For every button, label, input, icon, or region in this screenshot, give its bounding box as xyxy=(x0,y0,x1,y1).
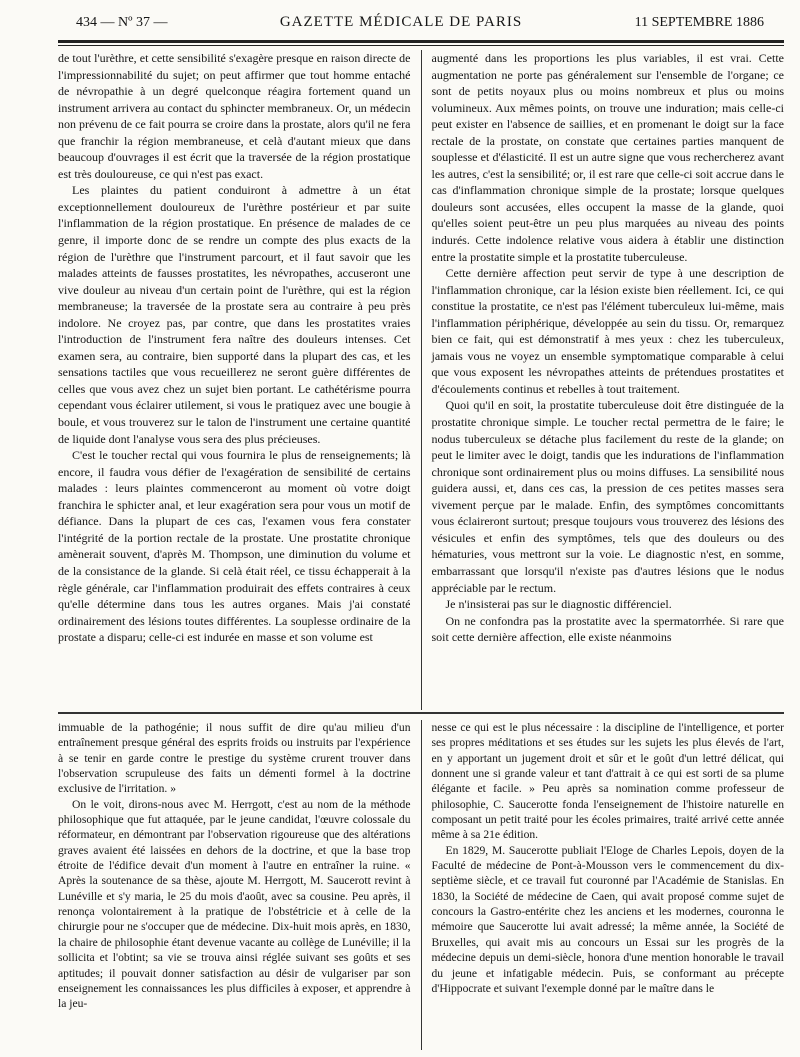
article-upper xyxy=(58,50,784,710)
paragraph: immuable de la pathogénie; il nous suffit de dire qu'au milieu d'un entraînement presque général des esprits froids ou instruits par l'expérience à se tenir en garde contre le prestige du système crurent trouver dans l'observation scrupuleuse des faits un démenti formel à la doctrine exclusive de l'irritation. » xyxy=(58,721,411,796)
upper-right-column xyxy=(422,50,785,710)
paragraph: augmenté dans les proportions les plus variables, il est vrai. Cette augmentation ne porte pas généralement sur l'ensemble de l'organe; ce sont de petits noyaux plus ou moins nombreux et plus ou moins volumineux. Aux mêmes points, on trouve une induration; mais celle-ci peut exister en l'absence de saillies, et en promenant le doigt sur la face rectale de la prostate, on constate que certaines parties manquent de souplesse et d'élasticité. Il est un autre signe que vous rechercherez avant les autres, c'est la sensibilité; or, il est rare que celle-ci soit accrue dans le cas d'inflammation chronique simple de la prostate; lorsque quelques douleurs sont accusées, elles occupent la masse de la glande, quoi qu'elles soient peut-être un peu plus marquées au niveau des points indurés. Cette indolence relative vous aidera à établir une distinction entre la prostatite simple et la prostatite tuberculeuse. xyxy=(431,51,784,264)
page-header xyxy=(14,14,786,38)
paragraph: Je n'insisterai pas sur le diagnostic différenciel. xyxy=(445,597,672,612)
paragraph: nesse ce qui est le plus nécessaire : la discipline de l'intelligence, et porter ses propres méditations et ses études sur les sujets les plus élevés de l'art, en y apportant un jugement droit et sûr et le goût d'un lettré délicat, qui donnent une si grande valeur et tant d'attrait à ce qui est sorti de sa plume élégante et facile. » Peu après sa nomination comme professeur de philosophie, C. Saucerotte fonda l'enseignement de l'histoire naturelle en composant un petit traité pour les écoles primaires, traité arrivé cette année même à sa 21e édition. xyxy=(431,721,784,842)
paragraph: On le voit, dirons-nous avec M. Herrgott, c'est au nom de la méthode philosophique que fut attaquée, par le jeune candidat, l'œuvre colossale du réformateur, en démontrant par l'observation rigoureuse que des altérations graves avaient été laissées en dehors de la doctrine, et que la base trop étroite de l'édifice devait d'un moment à l'autre en entraîner la ruine. « Après la soutenance de sa thèse, ajoute M. Herrgott, M. Saucerott revint à Lunéville et s'y maria, le 25 du mois d'août, avec sa cousine. Peu après, il renonça volontairement à la pratique de l'obstétricie et à celle de la chirurgie pour ne s'occuper que de médecine. Dix-huit mois après, en 1830, la chaire de philosophie étant devenue vacante au collège de Lunéville; il la sollicita et l'obtint; sa vie se trouva ainsi réglée suivant ses goûts et ses aptitudes; il pouvait donner satisfaction au désir de vulgariser par son enseignement les connaissances les plus difficiles à exposer, et apprendre à la jeu- xyxy=(58,797,411,1011)
issue-number: — Nº 37 — xyxy=(100,15,168,30)
lower-right-column xyxy=(422,720,785,1050)
paragraph: Les plaintes du patient conduiront à admettre à un état exceptionnellement douloureux de l'urèthre postérieur et par suite l'inflammation de la région prostatique. En présence de malades de ce genre, il importe donc de se rendre un compte des plus exacts de la région de l'urèthre que l'instrument parcourt, et il faut savoir que les malades atteints de fausses prostatites, les névropathes, accuseront une vive douleur au niveau d'un certain point de l'urèthre, qui est la région membraneuse; la traversée de la prostate sera au contraire à peu près indolore. Ne croyez pas, par contre, que dans les prostatites vraies l'introduction de l'instrument fera naître des douleurs intenses. Cet examen sera, au contraire, bien supporté dans la plupart des cas, et les sensations tactiles que vous recueillerez ne seront guère différentes de celles que vous avez chez un sujet bien portant. Le cathétérisme pourra cependant vous éclairer utilement, si vous le pratiquez avec une bougie à boule, et vous trouverez sur le talon de l'instrument une certaine quantité de liquide dont l'analyse vous sera des plus précieuses. xyxy=(58,183,411,446)
paragraph: En 1829, M. Saucerotte publiait l'Eloge de Charles Lepois, doyen de la Faculté de médecine de Pont-à-Mousson vers le commencement du dix-septième siècle, et ce travail fut couronné par l'Académie de Stanislas. En 1830, la Société de médecine de Caen, qui avait proposé comme sujet de concours la Gastro-entérite chez les anciens et les modernes, couronna le mémoire que Saucerotte lui avait adressé; la même année, la Société de Bruxelles, qui avait mis au concours un Essai sur les progrès de la médecine depuis un demi-siècle, honora d'une mention honorable le travail du jeune et infatigable médecin. Puis, se conformant au précepte d'Hippocrate et suivant l'exemple donné par le maître dans le xyxy=(431,843,784,995)
page-number: 434 xyxy=(76,15,97,30)
issue-date: 11 SEPTEMBRE 1886 xyxy=(634,15,764,30)
lower-left-column xyxy=(58,720,422,1050)
header-rule xyxy=(58,40,784,43)
paragraph: Cette dernière affection peut servir de type à une description de l'inflammation chronique, car la lésion existe bien réellement. Ici, ce qui constitue la prostatite, ce n'est pas l'élément tuberculeux lui-même, mais l'inflammation périphérique, développée au sein du tissu. Or, remarquez bien ce fait, qui est démonstratif à mes yeux : chez les tuberculeux, jamais vous ne voyez un ensemble symptomatique comparable à celui que vous exposent les névropathes atteints de prétendues prostatites et d'écoulements continus et rebelles à tout traitement. xyxy=(431,266,784,396)
paragraph: Quoi qu'il en soit, la prostatite tuberculeuse doit être distinguée de la prostatite chronique simple. Le toucher rectal permettra de le faire; le nodus tuberculeux se détache plus facilement du reste de la glande; on peut le limiter avec le doigt, tandis que les indurations de l'inflammation chronique sont ordinairement plus ou moins diffuses. La sensibilité nous guidera aussi, et, dans ces cas, la pression de ces petites masses sera vivement perçue par le malade. Enfin, des symptômes concomittants vous éclaireront surtout; presque toujours vous trouverez des lésions des vésicules et enfin des symptômes, tels que des douleurs ou des hématuries, vous mettront sur la voie. Le diagnostic n'est, en somme, embarrassant que lorsqu'il n'existe pas d'autres lésions que le nodus appréciable par le rectum. xyxy=(431,398,784,595)
upper-left-column xyxy=(58,50,422,710)
paragraph: On ne confondra pas la prostatite avec la spermatorrhée. Si rare que soit cette dernière affection, elle existe néanmoins xyxy=(431,613,784,645)
journal-title: GAZETTE MÉDICALE DE PARIS xyxy=(279,14,523,30)
page-number-and-issue xyxy=(76,15,167,31)
feuilleton-lower xyxy=(58,720,784,1050)
feuilleton-divider xyxy=(58,712,784,714)
paragraph: C'est le toucher rectal qui vous fournira le plus de renseignements; là encore, il faudra vous défier de l'exagération de sensibilité de certains malades : leurs plaintes commenceront au moment où votre doigt franchira le sphicter anal, et leur exagération sera pour vous un motif de défiance. Dans la plupart de ces cas, l'examen vous fera constater l'intégrité de la portion rectale de la prostate. Une prostatite chronique amènerait souvent, d'après M. Thompson, une diminution du volume et de la consistance de la glande. Si celà était réel, ce tissu échapperait à la règle générale, car l'inflammation produirait des effets contraires à ceux qu'elle détermine dans tous les autres organes. Mais j'ai constaté ordinairement des lésions toutes différentes. La souplesse ordinaire de la prostate a disparu; celle-ci est indurée en masse et son volume est xyxy=(58,448,411,645)
header-rule-thin xyxy=(58,45,784,46)
paragraph: de tout l'urèthre, et cette sensibilité s'exagère presque en raison directe de l'impressionnabilité du sujet; on peut affirmer que tout homme entaché de névropathie à un degré quelconque réagira fortement quand un instrument arrivera au contact du sphincter membraneux. Or, un médecin non prévenu de ce fait pourra se croire dans la prostate, alors qu'il ne fera que franchir la région membraneuse, et celà d'autant mieux que dans beaucoup d'ouvrages il est écrit que la traversée de la région prostatique est très douloureuse, ce qui n'est pas exact. xyxy=(58,51,411,181)
